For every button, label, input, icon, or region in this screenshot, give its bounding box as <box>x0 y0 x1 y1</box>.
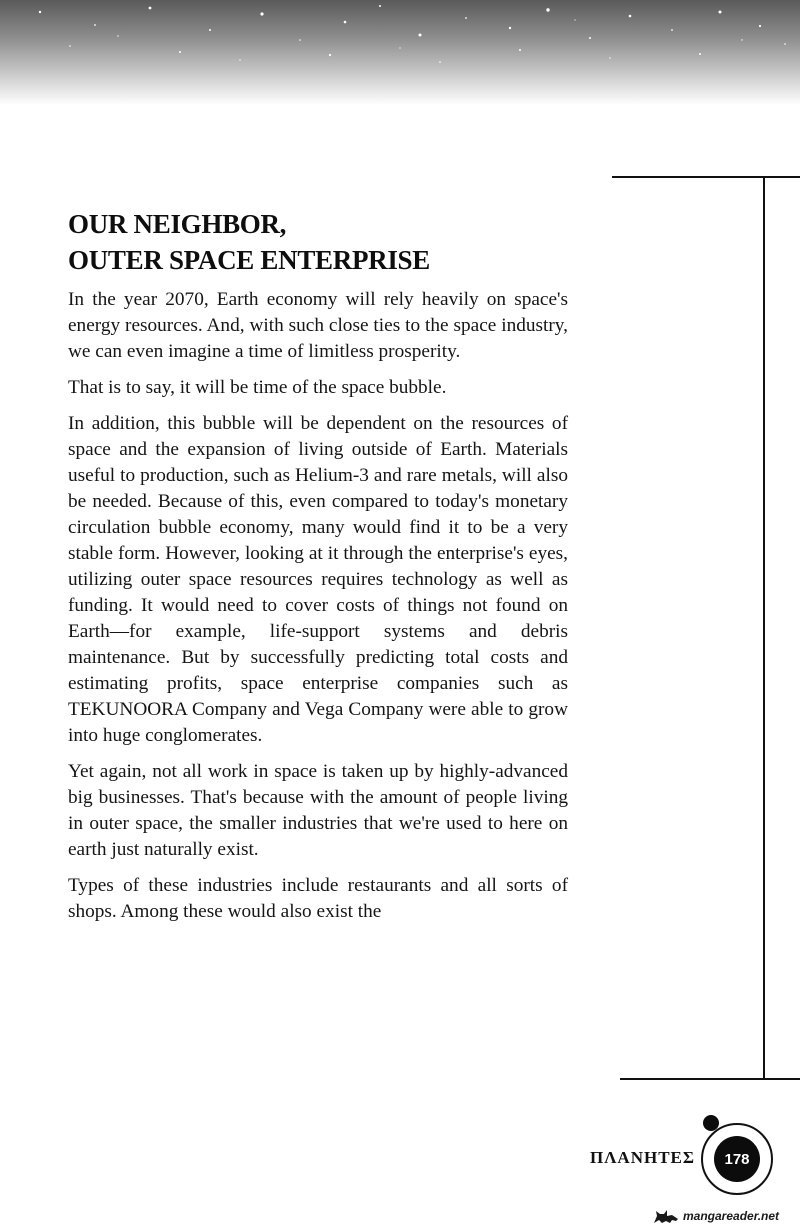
orbit-dot-icon <box>703 1115 719 1131</box>
heading-line-1: OUR NEIGHBOR, <box>68 209 287 239</box>
stars-graphic <box>0 0 800 105</box>
paragraph: That is to say, it will be time of the space bubble. <box>68 377 447 398</box>
page-number-badge <box>714 1136 760 1182</box>
frame-top-rule <box>612 176 800 178</box>
page-number: 178 <box>724 1150 750 1168</box>
paragraph: In addition, this bubble will be dependent on the resources of space and the expansion of living outside of Earth. Materials useful to production, such as Helium-3 and rare metals, will also be needed. Because of this, even compared to today's monetary circulation bubble economy, many would find it to be a very stable form. However, looking at it through the enterprise's eyes, utilizing outer space resources requires technology as well as funding. It would need to cover costs of things not found on Earth—for example, life-support systems and debris maintenance. But by successfully predicting total costs and estimating profits, space enterprise companies such as TEKUNOORA Company and Vega Company were able to grow into huge conglomerates. <box>68 413 568 746</box>
article-body <box>68 287 568 935</box>
starfield-banner <box>0 0 800 105</box>
article-heading <box>68 206 588 278</box>
paragraph: Yet again, not all work in space is taken up by highly-advanced big businesses. That's because with the amount of people living in outer space, the smaller industries that we're used to here on earth just naturally exist. <box>68 761 568 860</box>
cat-silhouette-icon <box>652 1207 680 1225</box>
frame-vertical-rule <box>763 176 765 1080</box>
paragraph: In the year 2070, Earth economy will rely heavily on space's energy resources. And, with such close ties to the space industry, we can even imagine a time of limitless prosperity. <box>68 289 568 362</box>
watermark[interactable] <box>652 1204 800 1228</box>
series-label: ΠΛΑΝΗΤΕΣ <box>590 1148 695 1167</box>
watermark-text: mangareader.net <box>683 1209 780 1223</box>
frame-bottom-rule <box>620 1078 800 1080</box>
heading-line-2: OUTER SPACE ENTERPRISE <box>68 245 430 275</box>
paragraph: Types of these industries include restaurants and all sorts of shops. Among these would also exist the <box>68 875 568 922</box>
